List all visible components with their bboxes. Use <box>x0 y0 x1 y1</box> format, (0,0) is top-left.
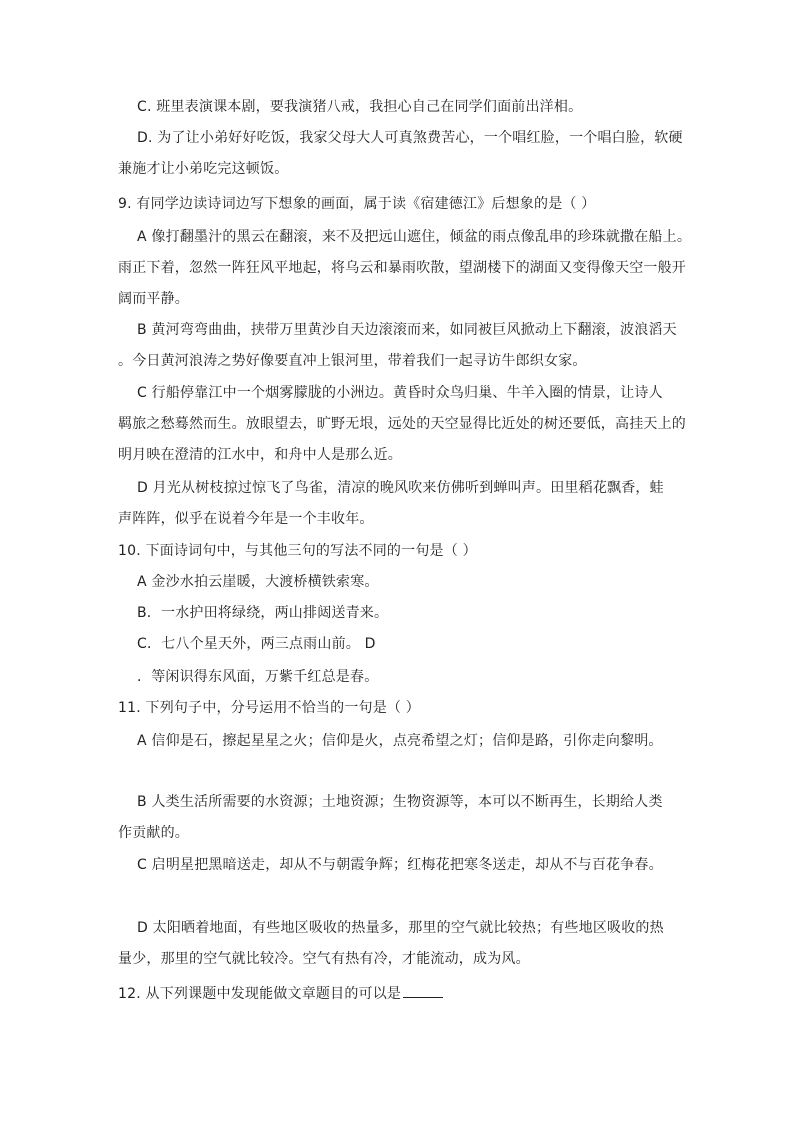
question-10: 10. 下面诗词句中，与其他三句的写法不同的一句是（ ） <box>118 543 477 559</box>
q9-option-c-cont: 羁旅之愁蓦然而生。放眼望去，旷野无垠，远处的天空显得比近处的树还要低，高挂天上的 <box>118 416 686 432</box>
q11-option-b-cont: 作贡献的。 <box>118 825 189 841</box>
q11-option-d-cont: 量少，那里的空气就比较冷。空气有热有冷，才能流动，成为风。 <box>118 951 530 967</box>
question-9: 9. 有同学边读诗词边写下想象的画面，属于读《宿建德江》后想象的是（ ） <box>118 196 596 212</box>
option-d-line: D. 为了让小弟好好吃饭，我家父母大人可真煞费苦心，一个唱红脸，一个唱白脸，软硬 <box>137 130 683 146</box>
q9-option-c: C 行船停靠江中一个烟雾朦胧的小洲边。黄昏时众鸟归巢、牛羊入圈的情景，让诗人 <box>137 385 663 401</box>
q11-option-b: B 人类生活所需要的水资源；土地资源；生物资源等，本可以不断再生，长期给人类 <box>137 794 663 810</box>
question-12 <box>118 983 443 1004</box>
q9-option-d: D 月光从树枝掠过惊飞了鸟雀，清凉的晚风吹来仿佛听到蝉叫声。田里稻花飘香，蛙 <box>137 480 664 496</box>
q9-option-b-cont: 。今日黄河浪涛之势好像要直冲上银河里，带着我们一起寻访牛郎织女家。 <box>118 353 587 369</box>
q11-option-c: C 启明星把黑暗送走，却从不与朝霞争辉；红梅花把寒冬送走，却从不与百花争春。 <box>137 857 663 873</box>
q10-option-b: B．一水护田将绿绕，两山排闼送青来。 <box>137 605 389 621</box>
q9-option-a-cont: 阔而平静。 <box>118 291 189 307</box>
q11-option-a: A 信仰是石，擦起星星之火；信仰是火，点亮希望之灯；信仰是路，引你走向黎明。 <box>137 733 663 749</box>
question-11: 11. 下列句子中，分号运用不恰当的一句是（ ） <box>118 700 420 716</box>
option-c-line: C. 班里表演课本剧，要我演猪八戒，我担心自己在同学们面前出洋相。 <box>137 99 583 115</box>
q11-option-d: D 太阳晒着地面，有些地区吸收的热量多，那里的空气就比较热；有些地区吸收的热 <box>137 920 664 936</box>
question-12-text: 12. 从下列课题中发现能做文章题目的可以是 <box>118 986 402 1002</box>
q10-option-c: C．七八个星天外，两三点雨山前。 D <box>137 636 376 652</box>
q9-option-c-cont: 明月映在澄清的江水中，和舟中人是那么近。 <box>118 447 402 463</box>
q9-option-d-cont: 声阵阵，似乎在说着今年是一个丰收年。 <box>118 511 374 527</box>
q10-option-a: A 金沙水拍云崖暖，大渡桥横铁索寒。 <box>137 574 379 590</box>
q9-option-a-cont: 雨正下着，忽然一阵狂风平地起，将乌云和暴雨吹散，望湖楼下的湖面又变得像天空一般开 <box>118 260 686 276</box>
q9-option-a: A 像打翻墨汁的黑云在翻滚，来不及把远山遮住，倾盆的雨点像乱串的珍珠就撒在船上。 <box>137 229 692 245</box>
answer-blank <box>403 983 443 998</box>
q10-option-d: ．等闲识得东风面，万紫千红总是春。 <box>137 669 379 685</box>
q9-option-b: B 黄河弯弯曲曲，挟带万里黄沙自天边滚滚而来，如同被巨风掀动上下翻滚，波浪滔天 <box>137 322 677 338</box>
option-d-line-cont: 兼施才让小弟吃完这顿饭。 <box>118 161 289 177</box>
